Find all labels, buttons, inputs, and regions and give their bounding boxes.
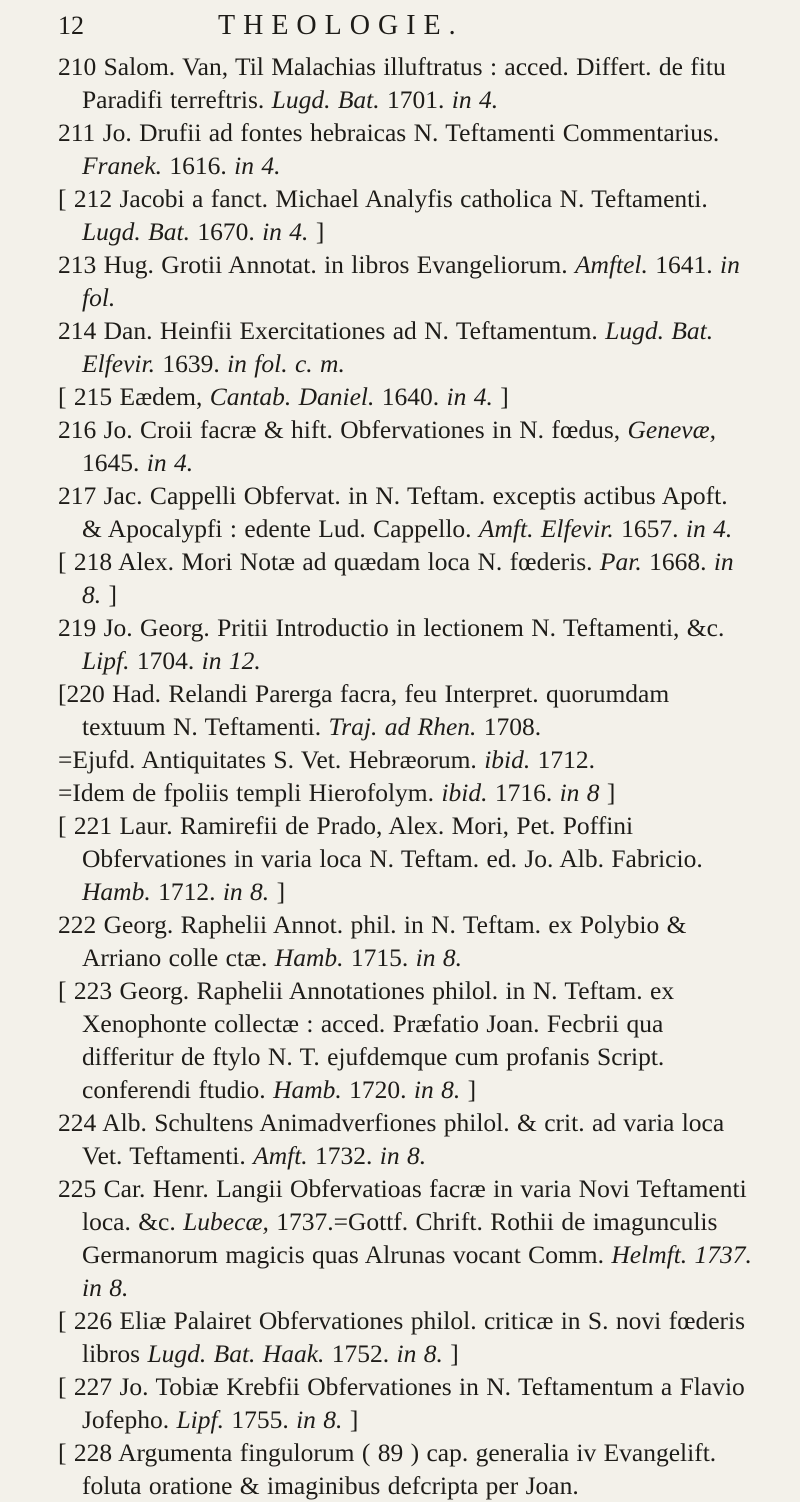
catalogue-entry <box>58 479 754 545</box>
catalogue-entry <box>58 1304 754 1370</box>
entry-format: in fol. c. m. <box>227 349 345 378</box>
catalogue-entries <box>58 50 754 1502</box>
entry-text: Dan. Heinfii Exercitationes ad N. Teftamentum. <box>103 316 598 345</box>
entry-year: 1639. <box>162 349 220 378</box>
entry-text: Jo. Croii facræ & hift. Obfervationes in N. fœdus, <box>103 415 621 444</box>
entry-format: in fol. <box>82 250 740 312</box>
entry-text: Argumenta fingulorum ( 89 ) cap. generalia iv Evangelift. foluta oratione & imaginibus defcripta per Joan. <box>82 1438 717 1500</box>
entry-number: 222 <box>58 910 97 939</box>
entry-text: Georg. Raphelii Annot. phil. in N. Teftam. ex Polybio & Arriano colle ctæ. <box>82 910 687 972</box>
catalogue-entry <box>58 50 754 116</box>
entry-year: 1645. <box>82 448 140 477</box>
entry-format: in 4. <box>685 514 733 543</box>
entry-text: =Ejufd. Antiquitates S. Vet. Hebræorum. <box>58 745 477 774</box>
entry-number: 214 <box>58 316 97 345</box>
entry-year: 1732. <box>315 1141 373 1170</box>
entry-text: Had. Relandi Parerga facra, feu Interpret. quorumdam textuum N. Teftamenti. <box>82 679 670 741</box>
entry-imprint: Par. <box>599 547 642 576</box>
catalogue-entry <box>58 908 754 974</box>
entry-imprint: Lipf. <box>176 1405 224 1434</box>
entry-year: 1641. <box>655 250 713 279</box>
entry-imprint: Lubecæ, <box>183 1207 269 1236</box>
entry-bracket-close: ] <box>349 1405 359 1434</box>
catalogue-entry <box>58 413 754 479</box>
catalogue-entry <box>58 776 754 809</box>
entry-format: in 4. <box>451 85 499 114</box>
entry-number: 227 <box>73 1372 113 1401</box>
entry-text: Eliæ Palairet Obfervationes philol. criticæ in S. novi fœderis libros <box>82 1306 746 1368</box>
entry-bracket-open: [ <box>58 1372 74 1401</box>
page-number: 12 <box>58 11 84 40</box>
entry-number: 211 <box>58 118 96 147</box>
entry-bracket-close: ] <box>450 1339 459 1368</box>
entry-format: in 8. <box>396 1339 443 1368</box>
entry-year: 1720. <box>349 1075 407 1104</box>
catalogue-entry <box>58 116 754 182</box>
entry-imprint: Traj. ad Rhen. <box>328 712 477 741</box>
page-header <box>58 10 754 50</box>
entry-year: 1670. <box>197 217 255 246</box>
entry-bracket-open: [ <box>58 1438 74 1467</box>
entry-format: in 8 <box>559 778 600 807</box>
catalogue-entry <box>58 182 754 248</box>
entry-format: in 4. <box>234 151 281 180</box>
entry-number: 212 <box>73 184 113 213</box>
entry-imprint: Cantab. Daniel. <box>209 382 375 411</box>
entry-year: 1715. <box>350 943 409 972</box>
catalogue-entry <box>58 611 754 677</box>
entry-year: 1704. <box>136 646 195 675</box>
entry-text: Georg. Raphelii Annotationes philol. in N. Teftam. ex Xenophonte collectæ : acced. Præfatio Joan. Fecbrii qua differitur de ftylo N. T. ejufdemque cum profanis Script. conferendi ftudio. <box>82 976 675 1104</box>
entry-imprint: ibid. <box>441 778 488 807</box>
entry-year: 1712. <box>158 877 216 906</box>
entry-imprint: Amftel. <box>574 250 648 279</box>
catalogue-entry <box>58 1172 754 1304</box>
catalogue-entry <box>58 677 754 743</box>
entry-bracket-close: ] <box>500 382 509 411</box>
entry-bracket-open: [ <box>58 1306 74 1335</box>
entry-number: 228 <box>73 1438 113 1467</box>
entry-text: Hug. Grotii Annotat. in libros Evangeliorum. <box>103 250 568 279</box>
entry-bracket-close: ] <box>108 580 117 609</box>
entry-imprint: Lugd. Bat. <box>271 85 380 114</box>
entry-year: 1668. <box>649 547 707 576</box>
entry-format: in 4. <box>262 217 309 246</box>
catalogue-entry <box>58 1106 754 1172</box>
entry-format: in 8. <box>413 1075 461 1104</box>
entry-imprint: Amft. <box>253 1141 308 1170</box>
entry-year: 1657. <box>621 514 679 543</box>
entry-imprint: Franek. <box>82 151 163 180</box>
entry-year: 1712. <box>537 745 595 774</box>
catalogue-entry <box>58 809 754 908</box>
entry-text: Jo. Drufii ad fontes hebraicas N. Teftamenti Commentarius. <box>102 118 720 147</box>
entry-imprint: Amft. Elfevir. <box>478 514 614 543</box>
entry-bracket-open: [ <box>58 811 74 840</box>
catalogue-entry <box>58 743 754 776</box>
entry-text: Alb. Schultens Animadverfiones philol. & crit. ad varia loca Vet. Teftamenti. <box>82 1108 725 1170</box>
entry-imprint: ibid. <box>484 745 531 774</box>
catalogue-entry <box>58 545 754 611</box>
entry-bracket-open: [ <box>58 382 74 411</box>
entry-imprint: Lugd. Bat. Haak. <box>147 1339 325 1368</box>
entry-imprint: Hamb. <box>274 943 344 972</box>
entry-text: Jacobi a fanct. Michael Analyfis catholica N. Teftamenti. <box>119 184 708 213</box>
entry-imprint: Hamb. <box>273 1075 342 1104</box>
entry-bracket-open: [ <box>58 547 74 576</box>
entry-format: in 8. <box>222 877 270 906</box>
entry-year: 1752. <box>331 1339 390 1368</box>
catalogue-entry <box>58 248 754 314</box>
entry-number: 210 <box>58 52 97 81</box>
entry-bracket-open: [ <box>58 184 74 213</box>
entry-number: 223 <box>73 976 113 1005</box>
entry-format: in 12. <box>201 646 261 675</box>
entry-format: in 8. <box>296 1405 343 1434</box>
running-head: THEOLOGIE. <box>218 10 464 41</box>
entry-year: 1616. <box>169 151 227 180</box>
entry-bracket-close: ] <box>315 217 325 246</box>
entry-bracket-open: [ <box>58 679 67 708</box>
entry-year: 1716. <box>494 778 553 807</box>
entry-text: Jo. Tobiæ Krebfii Obfervationes in N. Teftamentum a Flavio Jofepho. <box>82 1372 745 1434</box>
entry-year: 1640. <box>381 382 440 411</box>
catalogue-entry <box>58 1370 754 1436</box>
catalogue-entry <box>58 314 754 380</box>
entry-text: Laur. Ramirefii de Prado, Alex. Mori, Pet. Poffini Obfervationes in varia loca N. Teftam. ed. Jo. Alb. Fabricio. <box>82 811 703 873</box>
entry-format: Helmft. 1737. in 8. <box>82 1240 752 1302</box>
entry-imprint: Hamb. <box>82 877 151 906</box>
entry-number: 226 <box>73 1306 113 1335</box>
entry-number: 219 <box>58 613 97 642</box>
entry-number: 215 <box>73 382 113 411</box>
entry-text: Jac. Cappelli Obfervat. in N. Teftam. exceptis actibus Apoft. & Apocalypfi : edente Lud. Cappello. <box>82 481 728 543</box>
entry-format: in 8. <box>379 1141 427 1170</box>
entry-imprint: Lipf. <box>82 646 130 675</box>
entry-number: 218 <box>73 547 113 576</box>
entry-number: 213 <box>58 250 97 279</box>
entry-format: in 4. <box>446 382 493 411</box>
entry-number: 225 <box>58 1174 97 1203</box>
entry-number: 220 <box>66 679 105 708</box>
catalogue-entry <box>58 380 754 413</box>
entry-bracket-close: ] <box>606 778 616 807</box>
entry-format: in 8. <box>82 547 734 609</box>
entry-format: in 8. <box>415 943 462 972</box>
entry-number: 224 <box>58 1108 97 1137</box>
entry-text: Salom. Van, Til Malachias illuftratus : acced. Differt. de fitu Paradifi terreftris. <box>82 52 726 114</box>
entry-text: =Idem de fpoliis templi Hierofolym. <box>58 778 435 807</box>
catalogue-entry <box>58 1436 754 1502</box>
entry-bracket-close: ] <box>467 1075 477 1104</box>
entry-year: 1708. <box>483 712 542 741</box>
entry-text: Eædem, <box>119 382 203 411</box>
entry-text: Jo. Georg. Pritii Introductio in lectionem N. Teftamenti, &c. <box>103 613 725 642</box>
entry-number: 221 <box>73 811 113 840</box>
entry-imprint: Genevæ, <box>627 415 717 444</box>
entry-imprint: Lugd. Bat. Elfevir. <box>82 316 714 378</box>
entry-number: 216 <box>58 415 97 444</box>
entry-year: 1701. <box>386 85 445 114</box>
entry-year: 1737.=Gottf. Chrift. Rothii de imagunculis Germanorum magicis quas Alrunas vocant Comm. <box>82 1207 718 1269</box>
entry-number: 217 <box>58 481 97 510</box>
entry-bracket-close: ] <box>276 877 286 906</box>
entry-imprint: Lugd. Bat. <box>82 217 190 246</box>
entry-year: 1755. <box>231 1405 289 1434</box>
entry-text: Alex. Mori Notæ ad quædam loca N. fœderis. <box>118 547 593 576</box>
catalogue-entry <box>58 974 754 1106</box>
entry-format: in 4. <box>146 448 194 477</box>
entry-bracket-open: [ <box>58 976 74 1005</box>
entry-text: Car. Henr. Langii Obfervatioas facræ in varia Novi Teftamenti loca. &c. <box>82 1174 747 1236</box>
